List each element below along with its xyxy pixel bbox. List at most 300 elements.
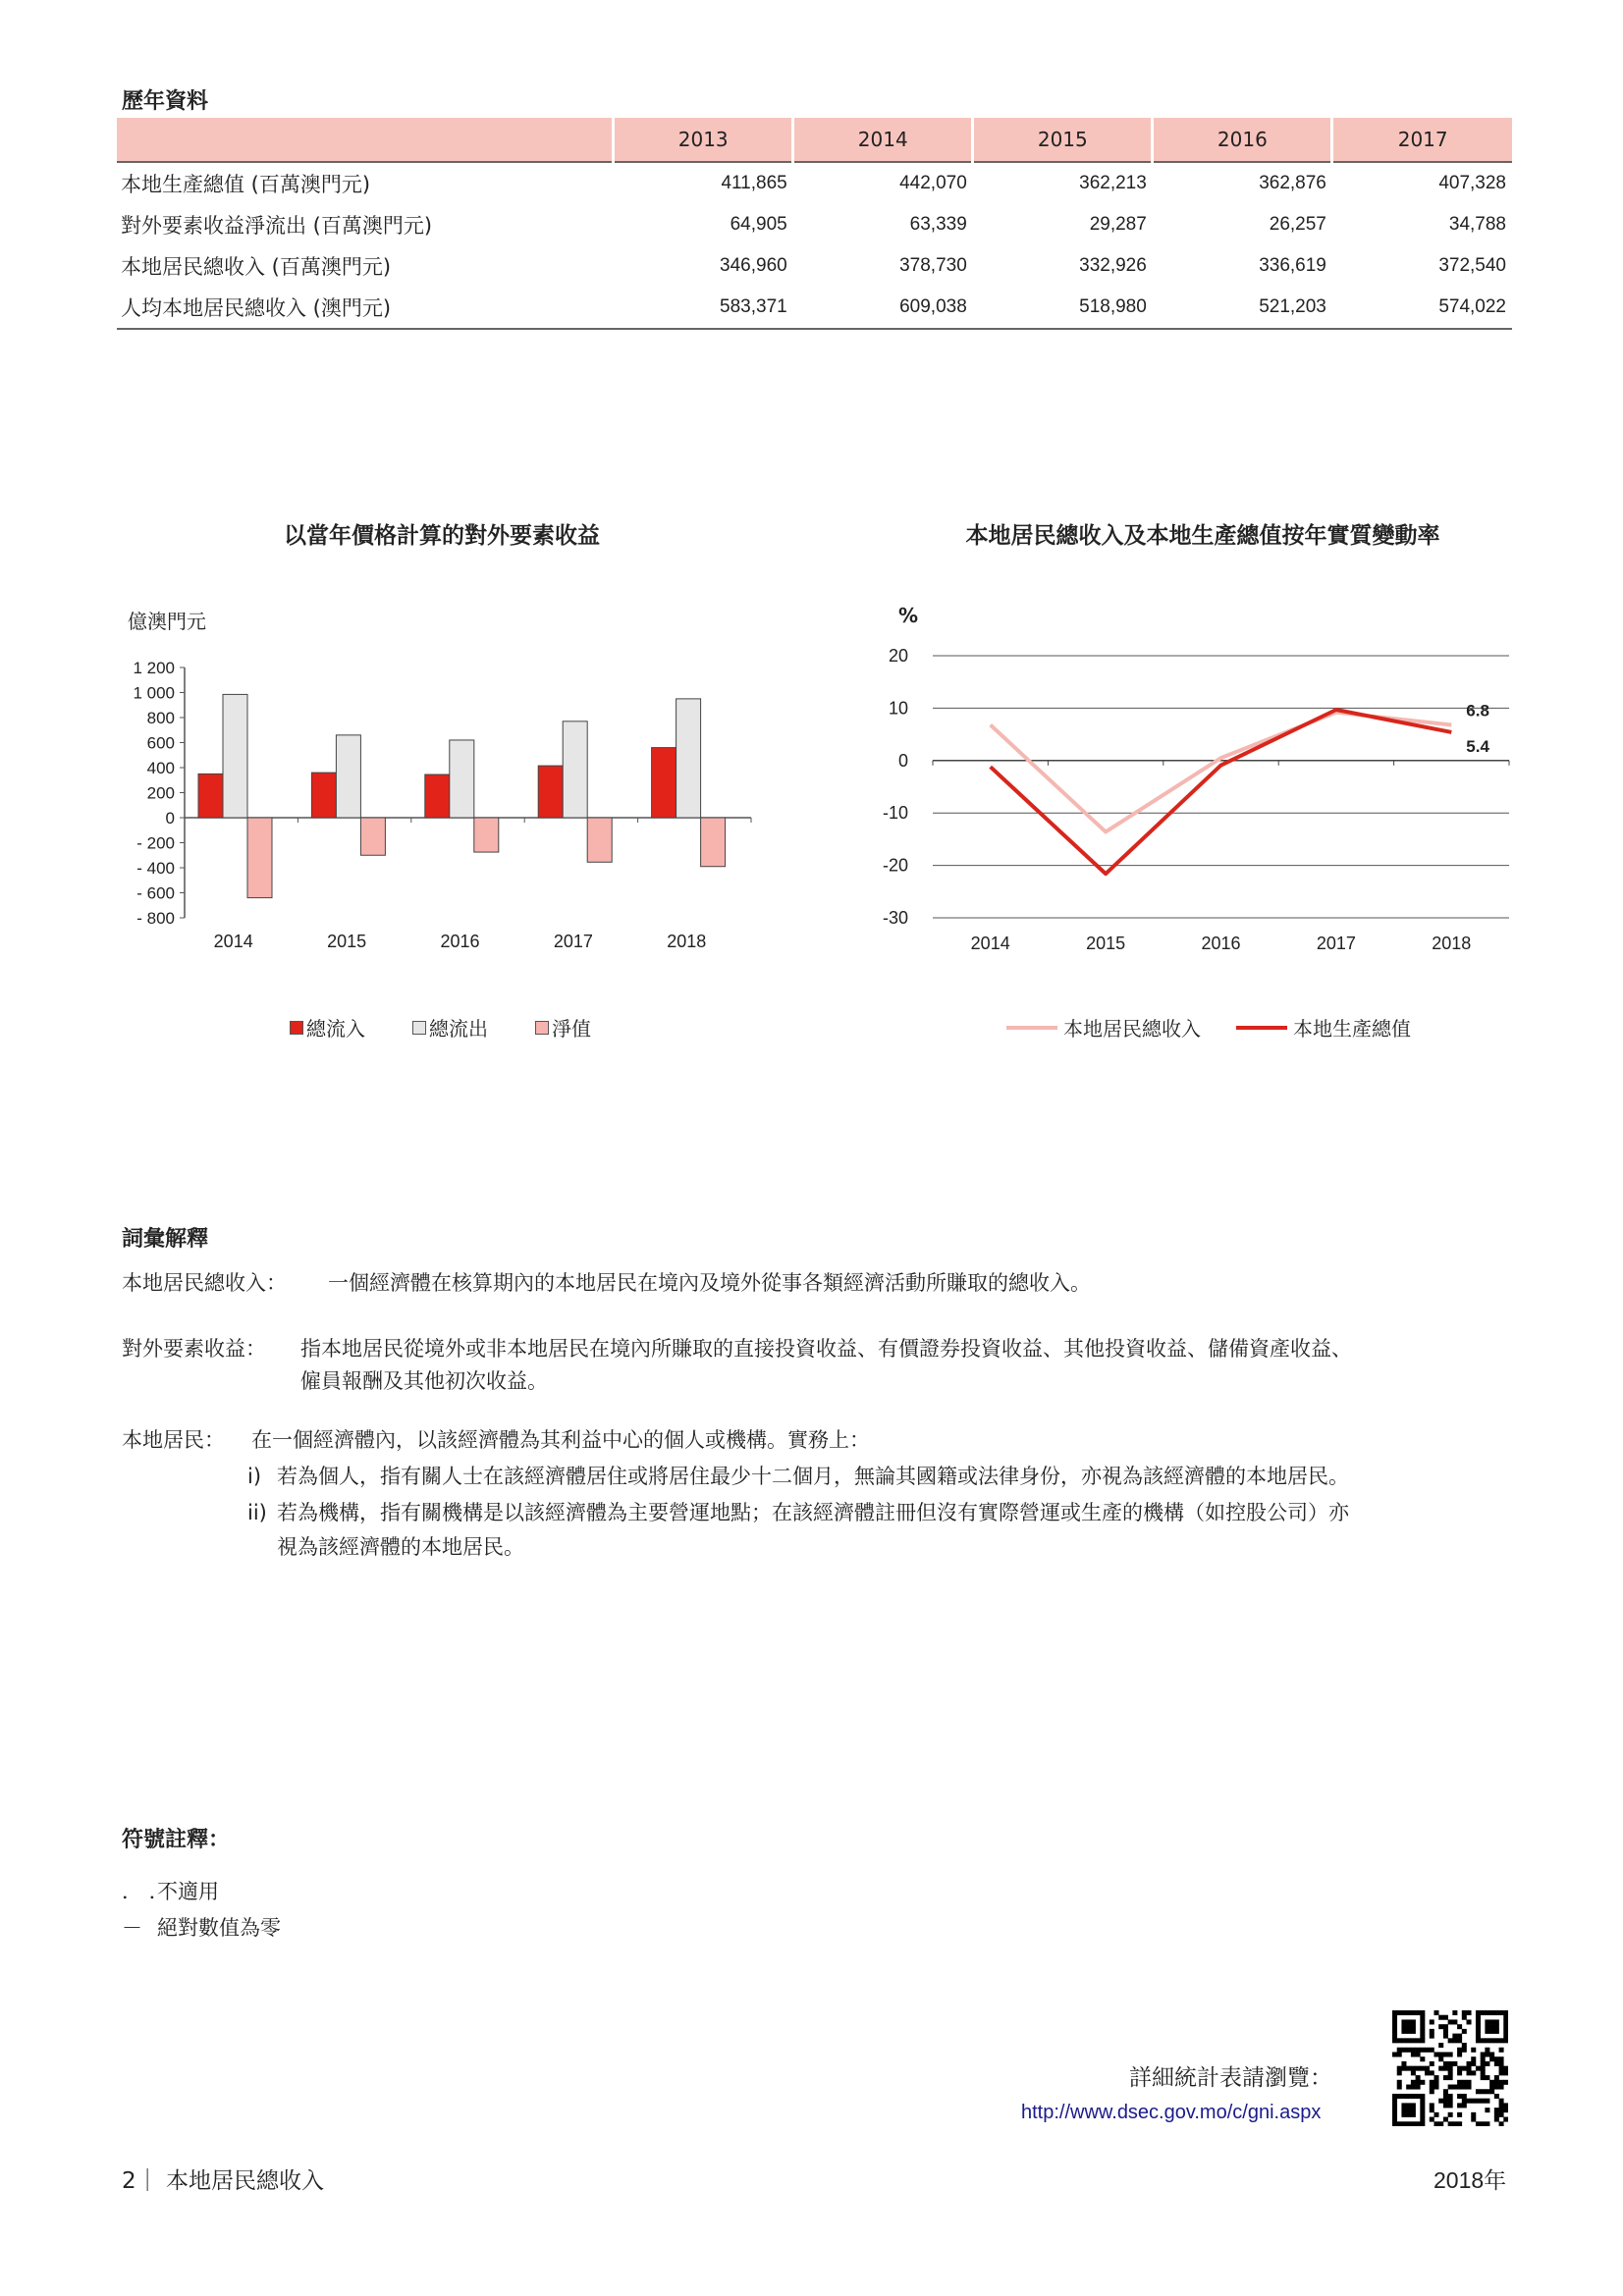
qr-module: [1438, 2052, 1443, 2056]
bar-chart-title: 以當年價格計算的對外要素收益: [284, 523, 600, 549]
qr-module: [1476, 2029, 1481, 2034]
qr-module: [1457, 2034, 1462, 2039]
qr-module: [1401, 2010, 1406, 2015]
line-chart-ylabel: %: [898, 604, 919, 627]
qr-module: [1476, 2010, 1481, 2015]
qr-module: [1462, 2015, 1467, 2020]
qr-module: [1476, 2038, 1481, 2043]
qr-module: [1392, 2029, 1397, 2034]
page-label: 2｜ 本地居民總收入: [122, 2168, 324, 2194]
glossary-factor-def-2: 僱員報酬及其他初次收益。: [300, 1369, 548, 1393]
qr-module: [1467, 2066, 1472, 2071]
bar: [311, 773, 336, 818]
table-cell: 442,070: [899, 173, 967, 193]
y-tick-label: 400: [146, 759, 175, 777]
table-row: [117, 162, 1512, 204]
qr-module: [1489, 2038, 1494, 2043]
qr-module: [1401, 2038, 1406, 2043]
y-tick-label: 1 000: [133, 683, 175, 703]
qr-module: [1411, 2103, 1416, 2108]
bar: [336, 735, 360, 818]
qr-module: [1420, 2103, 1425, 2108]
bar: [538, 766, 563, 818]
qr-module: [1397, 2010, 1402, 2015]
qr-module: [1401, 2121, 1406, 2126]
qr-module: [1489, 2056, 1494, 2061]
qr-module: [1416, 2094, 1421, 2099]
qr-module: [1481, 2052, 1486, 2056]
qr-module: [1416, 2052, 1421, 2056]
historical-table: [117, 118, 1512, 330]
qr-module: [1485, 2099, 1489, 2104]
table-cell: 332,926: [1079, 255, 1147, 276]
historical-title: 歷年資料: [122, 89, 209, 114]
qr-module: [1471, 2099, 1476, 2104]
qr-module: [1401, 2108, 1406, 2112]
qr-module: [1420, 2108, 1425, 2112]
qr-module: [1411, 2038, 1416, 2043]
qr-module: [1406, 2066, 1411, 2071]
qr-module: [1499, 2103, 1504, 2108]
qr-module: [1401, 2061, 1406, 2066]
qr-module: [1467, 2085, 1472, 2090]
line-legend: [1006, 1013, 1411, 1041]
qr-module: [1438, 2099, 1443, 2104]
table-cell: 372,540: [1438, 255, 1506, 276]
qr-module: [1499, 2066, 1504, 2071]
qr-module: [1392, 2103, 1397, 2108]
x-tick-label: 2017: [1316, 934, 1356, 953]
qr-module: [1401, 2019, 1406, 2024]
legend-label-gni: 本地居民總收入: [1063, 1017, 1201, 1041]
qr-module: [1476, 2019, 1481, 2024]
qr-module: [1416, 2038, 1421, 2043]
qr-module: [1485, 2108, 1489, 2112]
x-tick-label: 2018: [1432, 934, 1472, 953]
qr-module: [1397, 2094, 1402, 2099]
qr-module: [1443, 2089, 1448, 2094]
qr-module: [1485, 2029, 1489, 2034]
qr-module: [1457, 2080, 1462, 2085]
qr-module: [1457, 2094, 1462, 2099]
qr-module: [1397, 2085, 1402, 2090]
legend-line-gdp: [1236, 1026, 1287, 1030]
qr-module: [1434, 2085, 1438, 2090]
qr-module: [1430, 2085, 1434, 2090]
legend-label-net: 淨值: [552, 1017, 591, 1041]
qr-module: [1416, 2048, 1421, 2053]
qr-module: [1462, 2066, 1467, 2071]
qr-module: [1420, 2029, 1425, 2034]
qr-module: [1401, 2112, 1406, 2117]
table-cell: 609,038: [793, 287, 973, 329]
qr-module: [1476, 2066, 1481, 2071]
qr-module: [1462, 2085, 1467, 2090]
qr-module: [1457, 2024, 1462, 2029]
qr-module: [1448, 2075, 1453, 2080]
qr-module: [1406, 2108, 1411, 2112]
qr-module: [1420, 2056, 1425, 2061]
year-label: 2018年: [1434, 2167, 1507, 2193]
bar: [587, 818, 612, 862]
qr-module: [1494, 2108, 1499, 2112]
qr-module: [1420, 2121, 1425, 2126]
qr-module: [1448, 2052, 1453, 2056]
qr-module: [1481, 2061, 1486, 2066]
legend-line-gni: [1006, 1026, 1057, 1030]
qr-module: [1430, 2019, 1434, 2024]
qr-module: [1392, 2024, 1397, 2029]
row-label: 本地生產總值 (百萬澳門元): [121, 173, 371, 196]
table-cell: 411,865: [721, 173, 787, 193]
qr-module: [1392, 2034, 1397, 2039]
qr-module: [1485, 2024, 1489, 2029]
y-tick-label: 600: [146, 733, 175, 753]
qr-module: [1476, 2121, 1481, 2126]
table-cell: 29,287: [1089, 214, 1147, 235]
x-tick-label: 2018: [667, 932, 707, 951]
qr-module: [1494, 2075, 1499, 2080]
qr-module: [1443, 2034, 1448, 2039]
bar: [360, 818, 385, 855]
qr-module: [1416, 2085, 1421, 2090]
qr-module: [1494, 2029, 1499, 2034]
qr-module: [1448, 2094, 1453, 2099]
qr-module: [1494, 2010, 1499, 2015]
qr-module: [1489, 2052, 1494, 2056]
qr-module: [1406, 2121, 1411, 2126]
legend-label-inflow: 總流入: [306, 1017, 365, 1041]
qr-module: [1489, 2080, 1494, 2085]
qr-module: [1494, 2094, 1499, 2099]
qr-module: [1471, 2056, 1476, 2061]
qr-module: [1420, 2066, 1425, 2071]
qr-module: [1434, 2080, 1438, 2085]
qr-module: [1448, 2112, 1453, 2117]
y-tick-label: 10: [888, 698, 908, 719]
qr-module: [1471, 2070, 1476, 2075]
glossary-item-ii-mark: ii): [247, 1501, 267, 1524]
qr-module: [1448, 2038, 1453, 2043]
qr-module: [1411, 2052, 1416, 2056]
qr-module: [1481, 2056, 1486, 2061]
qr-module: [1416, 2075, 1421, 2080]
row-label: 本地居民總收入 (百萬澳門元): [121, 255, 392, 279]
qr-module: [1406, 2010, 1411, 2015]
qr-module: [1401, 2048, 1406, 2053]
qr-module: [1481, 2099, 1486, 2104]
qr-module: [1485, 2121, 1489, 2126]
qr-module: [1485, 2010, 1489, 2015]
table-cell: 407,328: [1438, 173, 1506, 193]
qr-module: [1392, 2019, 1397, 2024]
qr-module: [1499, 2112, 1504, 2117]
table-row: [117, 287, 1512, 329]
qr-module: [1481, 2075, 1486, 2080]
bar-chart: [108, 648, 776, 972]
qr-module: [1467, 2061, 1472, 2066]
qr-module: [1443, 2029, 1448, 2034]
row-label: 對外要素收益淨流出 (百萬澳門元): [121, 214, 433, 238]
qr-module: [1499, 2048, 1504, 2053]
qr-module: [1485, 2089, 1489, 2094]
qr-module: [1471, 2048, 1476, 2053]
qr-module: [1392, 2108, 1397, 2112]
qr-module: [1443, 2117, 1448, 2122]
qr-module: [1392, 2015, 1397, 2020]
qr-module: [1443, 2099, 1448, 2104]
table-cell: 518,980: [973, 287, 1153, 329]
qr-module: [1392, 2094, 1397, 2099]
qr-module: [1430, 2061, 1434, 2066]
qr-module: [1485, 2048, 1489, 2053]
bar: [676, 699, 701, 818]
qr-module: [1499, 2010, 1504, 2015]
qr-module: [1392, 2121, 1397, 2126]
y-tick-label: 200: [146, 783, 175, 803]
y-tick-label: 20: [888, 646, 908, 666]
qr-module: [1411, 2024, 1416, 2029]
glossary-factor-term: 對外要素收益：: [122, 1337, 266, 1361]
line-chart-title: 本地居民總收入及本地生產總值按年實質變動率: [965, 523, 1440, 549]
table-cell: 583,371: [614, 287, 793, 329]
qr-module: [1397, 2038, 1402, 2043]
qr-module: [1411, 2112, 1416, 2117]
qr-module: [1392, 2099, 1397, 2104]
table-header-blank: [117, 118, 614, 162]
y-tick-label: 0: [165, 809, 175, 828]
qr-module: [1438, 2015, 1443, 2020]
qr-module: [1467, 2010, 1472, 2015]
legend-swatch-outflow: [412, 1021, 426, 1035]
y-tick-label: -20: [882, 855, 908, 876]
qr-module: [1430, 2117, 1434, 2122]
qr-module: [1443, 2052, 1448, 2056]
qr-module: [1448, 2121, 1453, 2126]
qr-module: [1397, 2121, 1402, 2126]
bar: [223, 694, 247, 818]
qr-module: [1397, 2070, 1402, 2075]
table-cell: 336,619: [1259, 255, 1326, 276]
table-cell: 574,022: [1332, 287, 1512, 329]
qr-module: [1503, 2019, 1508, 2024]
qr-module: [1494, 2038, 1499, 2043]
qr-module: [1438, 2121, 1443, 2126]
qr-module: [1467, 2019, 1472, 2024]
qr-module: [1411, 2108, 1416, 2112]
y-tick-label: 800: [146, 709, 175, 727]
qr-module: [1489, 2019, 1494, 2024]
qr-module: [1443, 2075, 1448, 2080]
qr-module: [1467, 2080, 1472, 2085]
qr-module: [1494, 2019, 1499, 2024]
qr-module: [1448, 2061, 1453, 2066]
qr-module: [1481, 2070, 1486, 2075]
qr-module: [1499, 2080, 1504, 2085]
qr-module: [1411, 2019, 1416, 2024]
qr-module: [1416, 2010, 1421, 2015]
qr-module: [1420, 2015, 1425, 2020]
table-header-year: 2017: [1332, 118, 1512, 162]
qr-module: [1452, 2085, 1457, 2090]
qr-module: [1499, 2121, 1504, 2126]
qr-module: [1443, 2094, 1448, 2099]
qr-module: [1476, 2015, 1481, 2020]
qr-module: [1448, 2070, 1453, 2075]
table-header-year: 2015: [973, 118, 1153, 162]
qr-module: [1452, 2010, 1457, 2015]
table-header-year: 2013: [614, 118, 793, 162]
qr-module: [1420, 2099, 1425, 2104]
qr-module: [1481, 2089, 1486, 2094]
legend-swatch-net: [535, 1021, 549, 1035]
qr-module: [1425, 2048, 1430, 2053]
qr-module: [1494, 2085, 1499, 2090]
qr-module: [1494, 2061, 1499, 2066]
qr-module: [1420, 2112, 1425, 2117]
qr-module: [1503, 2038, 1508, 2043]
qr-module: [1457, 2112, 1462, 2117]
qr-module: [1392, 2052, 1397, 2056]
qr-module: [1411, 2085, 1416, 2090]
data-label: 6.8: [1466, 701, 1489, 721]
table-row: [117, 204, 1512, 245]
glossary-gni-term: 本地居民總收入：: [122, 1271, 287, 1295]
qr-module: [1489, 2089, 1494, 2094]
qr-module: [1430, 2108, 1434, 2112]
x-tick-label: 2014: [970, 934, 1010, 953]
qr-module: [1443, 2024, 1448, 2029]
qr-module: [1452, 2061, 1457, 2066]
table-cell: 346,960: [720, 255, 787, 276]
qr-module: [1448, 2103, 1453, 2108]
qr-module: [1434, 2010, 1438, 2015]
qr-module: [1411, 2029, 1416, 2034]
symbol-text: 絕對數值為零: [157, 1916, 281, 1940]
qr-module: [1420, 2034, 1425, 2039]
qr-module: [1425, 2066, 1430, 2071]
qr-module: [1401, 2094, 1406, 2099]
qr-module: [1457, 2038, 1462, 2043]
stats-link[interactable]: http://www.dsec.gov.mo/c/gni.aspx: [1021, 2102, 1322, 2123]
qr-module: [1471, 2112, 1476, 2117]
symbol-marker: ． ．: [122, 1880, 170, 1903]
qr-module: [1401, 2029, 1406, 2034]
qr-module: [1452, 2019, 1457, 2024]
glossary-item-ii-2: 視為該經濟體的本地居民。: [277, 1535, 524, 1559]
qr-module: [1503, 2080, 1508, 2085]
qr-module: [1503, 2117, 1508, 2122]
qr-module: [1499, 2070, 1504, 2075]
symbols-title: 符號註釋：: [122, 1828, 231, 1852]
qr-module: [1430, 2048, 1434, 2053]
qr-module: [1476, 2099, 1481, 2104]
qr-module: [1499, 2108, 1504, 2112]
qr-module: [1434, 2052, 1438, 2056]
glossary-item-i-mark: i): [247, 1465, 262, 1488]
x-tick-label: 2015: [1086, 934, 1126, 953]
qr-module: [1485, 2019, 1489, 2024]
table-cell: 521,203: [1153, 287, 1332, 329]
qr-module: [1499, 2085, 1504, 2090]
qr-module: [1392, 2117, 1397, 2122]
qr-module: [1494, 2024, 1499, 2029]
qr-module: [1457, 2070, 1462, 2075]
qr-module: [1392, 2038, 1397, 2043]
qr-module: [1411, 2048, 1416, 2053]
table-cell: 378,730: [899, 255, 967, 276]
qr-module: [1489, 2024, 1494, 2029]
qr-module: [1448, 2066, 1453, 2071]
y-tick-label: - 600: [136, 883, 175, 903]
qr-module: [1443, 2103, 1448, 2108]
x-tick-label: 2016: [440, 932, 480, 951]
qr-module: [1416, 2080, 1421, 2085]
symbol-text: 不適用: [157, 1880, 219, 1903]
glossary-resident-term: 本地居民：: [122, 1428, 225, 1452]
qr-module: [1434, 2075, 1438, 2080]
bar: [474, 818, 499, 852]
qr-module: [1392, 2010, 1397, 2015]
table-cell: 34,788: [1448, 214, 1506, 235]
qr-module: [1457, 2048, 1462, 2053]
qr-module: [1420, 2094, 1425, 2099]
qr-module: [1430, 2089, 1434, 2094]
qr-module: [1430, 2034, 1434, 2039]
qr-module: [1503, 2066, 1508, 2071]
line-chart: [864, 638, 1532, 962]
glossary-factor-def-1: 指本地居民從境外或非本地居民在境內所賺取的直接投資收益、有價證券投資收益、其他投資收益、儲備資產收益、: [300, 1337, 1352, 1361]
qr-module: [1401, 2066, 1406, 2071]
qr-module: [1494, 2080, 1499, 2085]
legend-swatch-inflow: [290, 1021, 303, 1035]
x-tick-label: 2017: [553, 932, 593, 951]
qr-module: [1462, 2043, 1467, 2048]
qr-module: [1503, 2029, 1508, 2034]
qr-module: [1485, 2075, 1489, 2080]
qr-module: [1467, 2070, 1472, 2075]
x-tick-label: 2014: [213, 932, 253, 951]
qr-module: [1471, 2061, 1476, 2066]
qr-module: [1503, 2070, 1508, 2075]
qr-module: [1462, 2099, 1467, 2104]
table-cell: 362,876: [1259, 173, 1326, 193]
qr-module: [1494, 2056, 1499, 2061]
qr-module: [1401, 2103, 1406, 2108]
qr-module: [1448, 2099, 1453, 2104]
qr-module: [1406, 2094, 1411, 2099]
qr-module: [1420, 2080, 1425, 2085]
qr-module: [1397, 2048, 1402, 2053]
bar-legend: [290, 1013, 591, 1041]
qr-code-icon[interactable]: [1392, 2010, 1508, 2126]
qr-module: [1485, 2038, 1489, 2043]
browse-label: 詳細統計表請瀏覽：: [1129, 2065, 1332, 2091]
qr-module: [1494, 2117, 1499, 2122]
qr-module: [1471, 2117, 1476, 2122]
table-header-year: 2016: [1153, 118, 1332, 162]
qr-module: [1448, 2019, 1453, 2024]
qr-module: [1406, 2103, 1411, 2108]
table-row: [117, 245, 1512, 287]
qr-module: [1476, 2089, 1481, 2094]
qr-module: [1476, 2024, 1481, 2029]
table-cell: 63,339: [909, 214, 967, 235]
qr-module: [1462, 2103, 1467, 2108]
row-label: 人均本地居民總收入 (澳門元): [117, 287, 614, 329]
qr-module: [1503, 2034, 1508, 2039]
qr-module: [1499, 2061, 1504, 2066]
